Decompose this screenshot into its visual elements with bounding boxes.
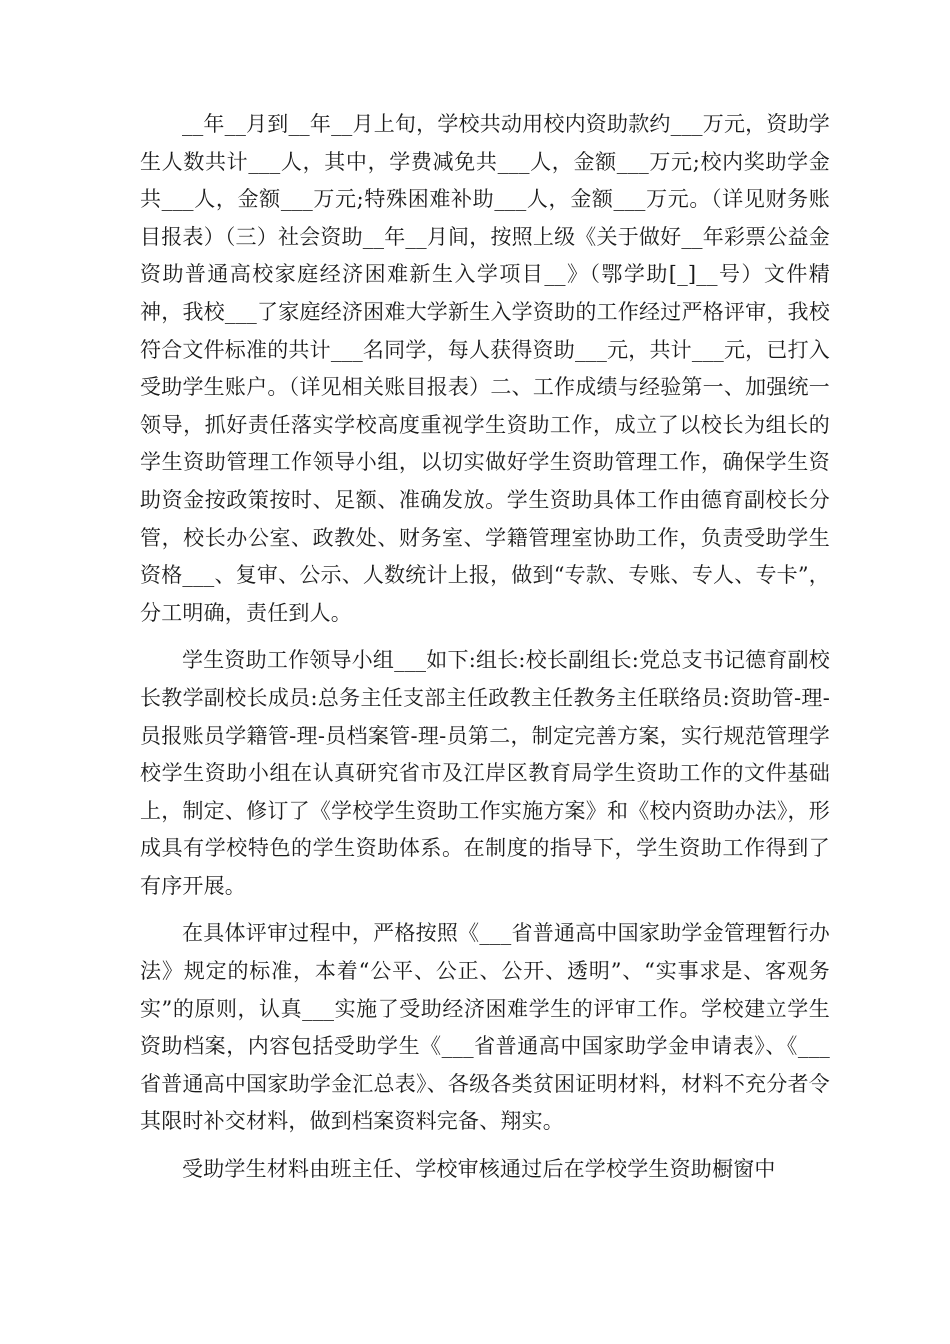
paragraph-publicity: 受助学生材料由班主任、学校审核通过后在学校学生资助橱窗中	[182, 1157, 776, 1182]
paragraph-funding-summary: __年__月到__年__月上旬，学校共动用校内资助款约___万元，资助学生人数共计___人，其中，学费减免共___人，金额___万元;校内奖助学金共___人，金额___万元;特殊困难补助___人，金额___万元。（详见财务账目报表）（三）社会资助__年__月间，按照上级《关于做好__年彩票公益金资助普通高校家庭经济困难新生入学项目__》（鄂学助[_]__号）文件精神，我校___了家庭经济困难大学新生入学资助的工作经过严格评审，我校符合文件标准的共计___名同学，每人获得资助___元，共计___元，已打入受助学生账户。（详见相关账目报表）二、工作成绩与经验第一、加强统一领导，抓好责任落实学校高度重视学生资助工作，成立了以校长为组长的学生资助管理工作领导小组，以切实做好学生资助管理工作，确保学生资助资金按政策按时、足额、准确发放。学生资助具体工作由德育副校长分管，校长办公室、政教处、财务室、学籍管理室协助工作，负责受助学生资格___、复审、公示、人数统计上报，做到“专款、专账、专人、专卡”，分工明确，责任到人。	[140, 112, 830, 625]
paragraph-leadership-group: 学生资助工作领导小组___如下:组长:校长副组长:党总支书记德育副校长教学副校长成员:总务主任支部主任政教主任教务主任联络员:资助管-理-员报账员学籍管-理-员档案管-理-员第二，制定完善方案，实行规范管理学校学生资助小组在认真研究省市及江岸区教育局学生资助工作的文件基础上，制定、修订了《学校学生资助工作实施方案》和《校内资助办法》，形成具有学校特色的学生资助体系。在制度的指导下，学生资助工作得到了有序开展。	[140, 648, 830, 898]
paragraph-review-process: 在具体评审过程中，严格按照《___省普通高中国家助学金管理暂行办法》规定的标准，本着“公平、公正、公开、透明”、“实事求是、客观务实”的原则，认真___实施了受助经济困难学生的评审工作。学校建立学生资助档案，内容包括受助学生《___省普通高中国家助学金申请表》、《___省普通高中国家助学金汇总表》、各级各类贫困证明材料，材料不充分者令其限时补交材料，做到档案资料完备、翔实。	[140, 921, 830, 1134]
document-body	[140, 106, 830, 1189]
